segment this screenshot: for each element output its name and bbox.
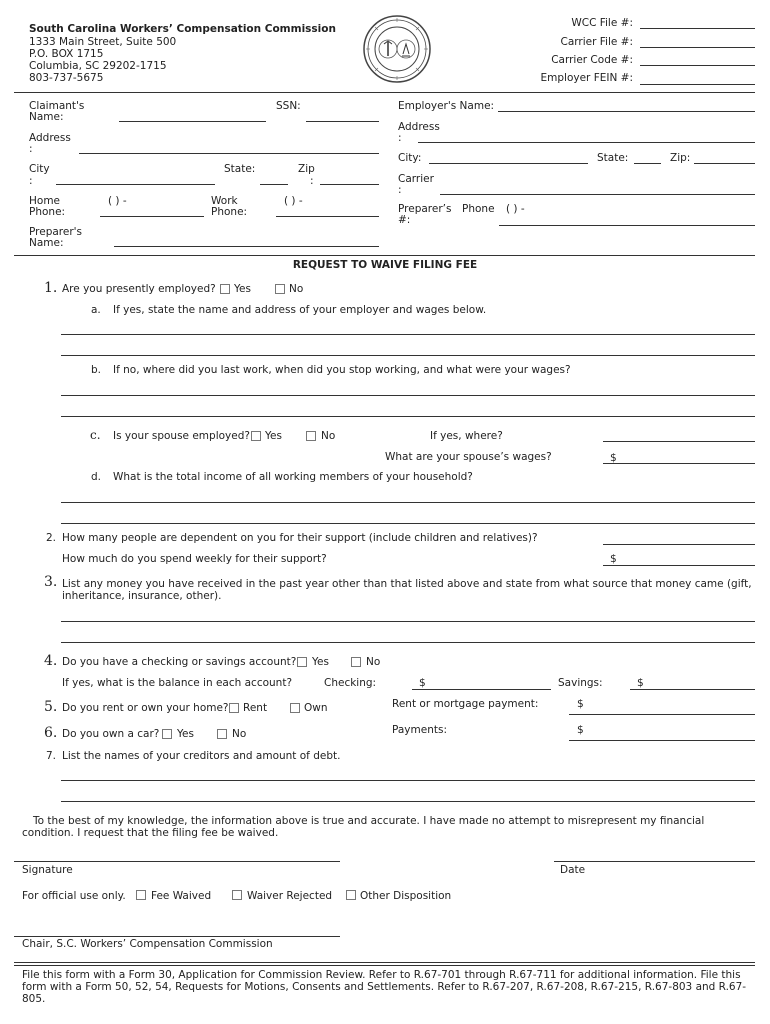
q5-number: 5. (44, 699, 58, 715)
q2-text: How many people are dependent on you for their support (include children and relatives)? (62, 532, 538, 544)
q1-text: Are you presently employed? (62, 283, 216, 295)
q5-own-checkbox[interactable] (290, 703, 300, 713)
q5-payment-field[interactable] (569, 714, 755, 715)
chair-signature-field[interactable] (14, 936, 340, 937)
employer-address-field[interactable] (418, 142, 755, 143)
wcc-file-label: WCC File #: (571, 17, 633, 29)
claimant-address-label-1: Address (29, 132, 71, 144)
home-phone-format: ( ) - (108, 195, 127, 207)
official-use-label: For official use only. (22, 890, 126, 902)
q1a-line-1[interactable] (61, 334, 755, 335)
q2-weekly-field[interactable] (603, 565, 755, 566)
preparer-phone-label-2: #: (398, 214, 411, 226)
q5-dollar: $ (577, 698, 584, 710)
q1b-label: b. (91, 364, 102, 376)
work-phone-field[interactable] (276, 216, 379, 217)
q1-number: 1. (44, 280, 58, 296)
claimant-zip-field[interactable] (320, 184, 379, 185)
q1a-text: If yes, state the name and address of your employer and wages below. (113, 304, 487, 316)
q4-text: Do you have a checking or savings account? (62, 656, 297, 668)
claimant-city-field[interactable] (56, 184, 215, 185)
carrier-label-1: Carrier (398, 173, 434, 185)
claimant-name-field[interactable] (119, 121, 266, 122)
signature-label: Signature (22, 864, 73, 876)
employer-state-field[interactable] (634, 163, 661, 164)
other-disposition-checkbox[interactable] (346, 890, 356, 900)
employer-zip-label: Zip: (670, 152, 691, 164)
employer-fein-field[interactable] (640, 84, 755, 85)
q1c-where-label: If yes, where? (430, 430, 503, 442)
employer-city-label: City: (398, 152, 422, 164)
q1c-wages-field[interactable] (603, 463, 755, 464)
q1b-line-2[interactable] (61, 416, 755, 417)
claimant-zip-label-2: : (310, 175, 314, 187)
q3-line-1[interactable] (61, 621, 755, 622)
footer-divider-top (14, 962, 755, 963)
q2-dependents-field[interactable] (603, 544, 755, 545)
wcc-file-field[interactable] (640, 28, 755, 29)
q6-payments-label: Payments: (392, 724, 447, 736)
q1-yes-label: Yes (234, 283, 251, 295)
claimant-address-label-2: : (29, 143, 33, 155)
home-phone-field[interactable] (100, 216, 204, 217)
carrier-label-2: : (398, 184, 402, 196)
address-line-1: 1333 Main Street, Suite 500 (29, 36, 177, 48)
q4-checking-dollar: $ (419, 677, 426, 689)
employer-address-label-2: : (398, 132, 402, 144)
q6-payments-field[interactable] (569, 740, 755, 741)
fee-waived-checkbox[interactable] (136, 890, 146, 900)
q2-dollar: $ (610, 553, 617, 565)
q5-own-label: Own (304, 702, 328, 714)
ssn-field[interactable] (306, 121, 379, 122)
q5-rent-label: Rent (243, 702, 268, 714)
claimant-state-field[interactable] (260, 184, 288, 185)
q1c-dollar: $ (610, 452, 617, 464)
preparer-name-label-2: Name: (29, 237, 64, 249)
carrier-code-label: Carrier Code #: (551, 54, 633, 66)
state-seal-icon (362, 14, 432, 84)
employer-zip-field[interactable] (694, 163, 755, 164)
employer-fein-label: Employer FEIN #: (540, 72, 633, 84)
q6-text: Do you own a car? (62, 728, 160, 740)
employer-state-label: State: (597, 152, 629, 164)
ssn-label: SSN: (276, 100, 301, 112)
q5-rent-checkbox[interactable] (229, 703, 239, 713)
home-phone-label-1: Home (29, 195, 61, 207)
q6-number: 6. (44, 725, 58, 741)
employer-name-field[interactable] (498, 111, 755, 112)
q4-savings-dollar: $ (637, 677, 644, 689)
q1b-line-1[interactable] (61, 395, 755, 396)
agency-phone: 803-737-5675 (29, 72, 104, 84)
employer-address-label-1: Address (398, 121, 440, 133)
q7-text: List the names of your creditors and amount of debt. (62, 750, 341, 762)
preparer-phone-field[interactable] (499, 225, 755, 226)
q4-no-checkbox[interactable] (351, 657, 361, 667)
q1c-label: c. (90, 428, 101, 442)
employer-name-label: Employer's Name: (398, 100, 495, 112)
q1a-label: a. (91, 304, 101, 316)
q1d-line-1[interactable] (61, 502, 755, 503)
q1c-yes-label: Yes (265, 430, 282, 442)
q4-no-label: No (366, 656, 381, 668)
q1c-where-field[interactable] (603, 441, 755, 442)
agency-name: South Carolina Workers’ Compensation Commission (29, 23, 336, 35)
carrier-file-field[interactable] (640, 47, 755, 48)
q5-payment-label: Rent or mortgage payment: (392, 698, 539, 710)
q7-number: 7. (46, 750, 57, 762)
work-phone-label-1: Work (211, 195, 238, 207)
preparer-name-label-1: Preparer's (29, 226, 83, 238)
q1c-yes-checkbox[interactable] (251, 431, 261, 441)
q3-line-2[interactable] (61, 642, 755, 643)
q2-text-2: How much do you spend weekly for their support? (62, 553, 327, 565)
q1d-text: What is the total income of all working members of your household? (113, 471, 473, 483)
q1-yes-checkbox[interactable] (220, 284, 230, 294)
q5-text: Do you rent or own your home? (62, 702, 229, 714)
q6-yes-checkbox[interactable] (162, 729, 172, 739)
q4-checking-field[interactable] (412, 689, 551, 690)
q6-yes-label: Yes (177, 728, 194, 740)
chair-label: Chair, S.C. Workers’ Compensation Commission (22, 938, 273, 950)
q1c-wages-label: What are your spouse’s wages? (385, 451, 552, 463)
q1-no-checkbox[interactable] (275, 284, 285, 294)
q7-line-2[interactable] (61, 801, 755, 802)
claimant-address-field[interactable] (79, 153, 379, 154)
q1c-text: Is your spouse employed? (113, 430, 250, 442)
waiver-rejected-checkbox[interactable] (232, 890, 242, 900)
employer-city-field[interactable] (429, 163, 588, 164)
q4-checking-label: Checking: (324, 677, 377, 689)
q2-number: 2. (46, 532, 57, 544)
carrier-file-label: Carrier File #: (560, 36, 633, 48)
preparer-name-field[interactable] (114, 246, 379, 247)
claimant-name-label-2: Name: (29, 111, 64, 123)
address-line-3: Columbia, SC 29202-1715 (29, 60, 167, 72)
claimant-zip-label-1: Zip (298, 163, 315, 175)
q7-line-1[interactable] (61, 780, 755, 781)
header-divider (14, 92, 755, 93)
q3-text: List any money you have received in the past year other than that listed above and state from what source that money came (gift, inheritance, insurance, other). (62, 578, 752, 602)
q1c-no-label: No (321, 430, 336, 442)
fee-waived-label: Fee Waived (151, 890, 212, 902)
signature-field[interactable] (14, 861, 340, 862)
preparer-phone-label-1: Preparer’s (398, 203, 452, 215)
claimant-city-label-1: City (29, 163, 50, 175)
q6-no-label: No (232, 728, 247, 740)
claimant-city-label-2: : (29, 175, 33, 187)
carrier-code-field[interactable] (640, 65, 755, 66)
work-phone-format: ( ) - (284, 195, 303, 207)
other-disposition-label: Other Disposition (360, 890, 452, 902)
q1b-text: If no, where did you last work, when did you stop working, and what were your wages? (113, 364, 571, 376)
footer-text: File this form with a Form 30, Application for Commission Review. Refer to R.67-701 through R.67-711 for additional information. File this form with a Form 50, 52, 54, Requests for Motions, Consents and Settlements. Refer to R.67-207, R.67-208, R.67-215, R.67-803 and R.67-805. (22, 969, 747, 1005)
q4-balance-label: If yes, what is the balance in each account? (62, 677, 293, 689)
form-title: REQUEST TO WAIVE FILING FEE (292, 259, 478, 271)
preparer-phone-format: ( ) - (506, 203, 525, 215)
q6-dollar: $ (577, 724, 584, 736)
work-phone-label-2: Phone: (211, 206, 248, 218)
q4-savings-label: Savings: (558, 677, 603, 689)
q1d-line-2[interactable] (61, 523, 755, 524)
q4-number: 4. (44, 653, 58, 669)
q1c-no-checkbox[interactable] (306, 431, 316, 441)
q1a-line-2[interactable] (61, 355, 755, 356)
date-label: Date (560, 864, 586, 876)
address-line-2: P.O. BOX 1715 (29, 48, 104, 60)
certification-text: To the best of my knowledge, the information above is true and accurate. I have made no attempt to misrepresent my financial condition. I request that the filing fee be waived. (22, 815, 705, 839)
date-field[interactable] (554, 861, 755, 862)
q3-number: 3. (44, 574, 58, 590)
q1-no-label: No (289, 283, 304, 295)
q4-savings-field[interactable] (630, 689, 755, 690)
home-phone-label-2: Phone: (29, 206, 66, 218)
claimant-state-label: State: (224, 163, 256, 175)
q4-yes-label: Yes (312, 656, 329, 668)
q4-yes-checkbox[interactable] (297, 657, 307, 667)
preparer-phone-label-3: Phone (462, 203, 495, 215)
q1d-label: d. (91, 471, 102, 483)
footer-divider-top-2 (14, 965, 755, 966)
waiver-rejected-label: Waiver Rejected (247, 890, 333, 902)
claimant-name-label-1: Claimant's (29, 100, 85, 112)
q6-no-checkbox[interactable] (217, 729, 227, 739)
carrier-field[interactable] (440, 194, 755, 195)
info-divider (14, 255, 755, 256)
